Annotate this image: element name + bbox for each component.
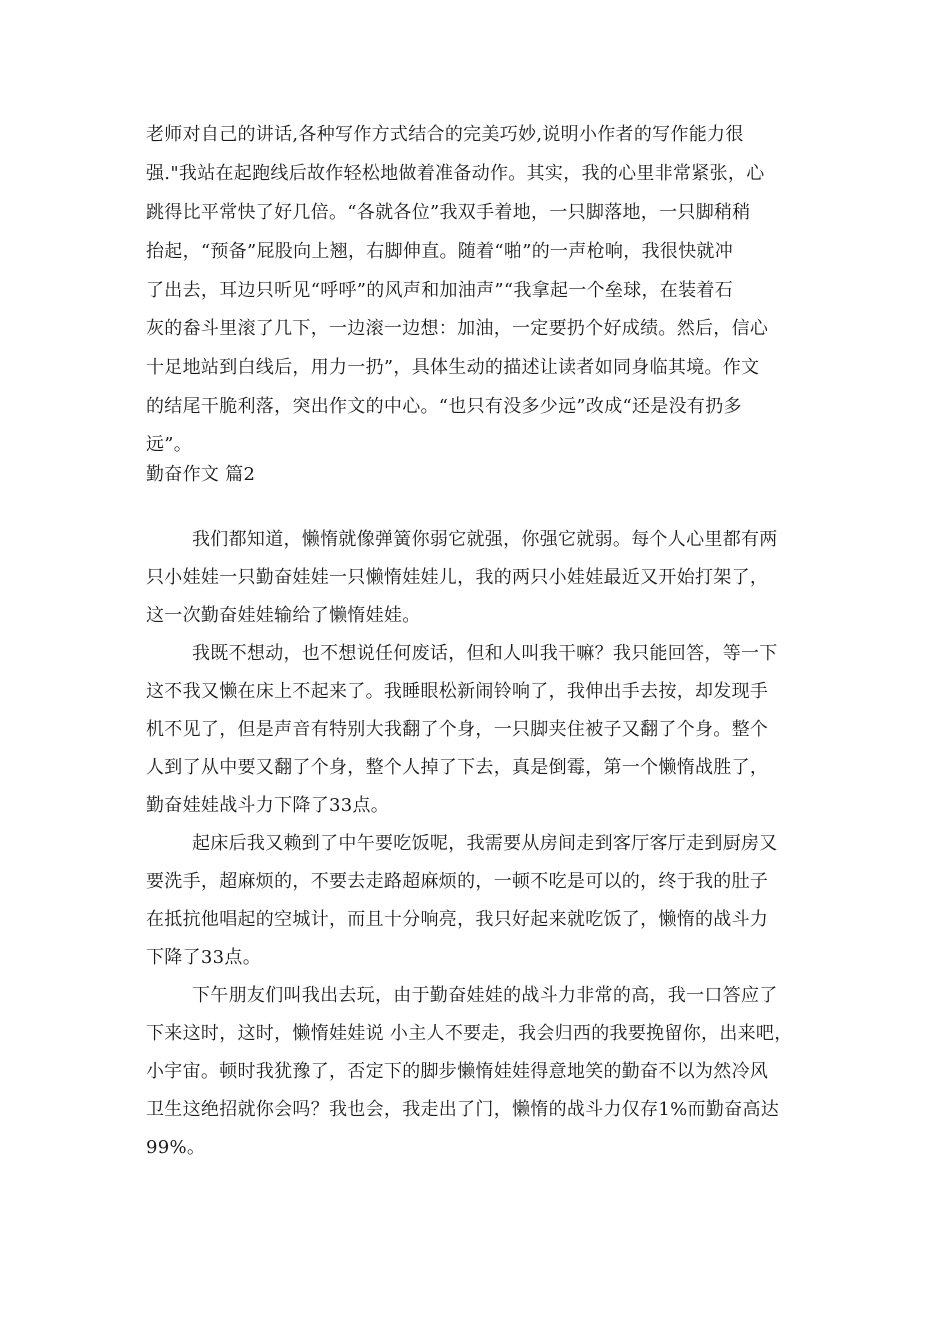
section-heading: 勤奋作文 篇2 [146,464,256,485]
text-line: 十足地站到白线后，用力一扔”，具体生动的描述让读者如同身临其境。作文 [146,357,760,378]
text-line: 灰的畚斗里滚了几下，一边滚一边想：加油，一定要扔个好成绩。然后，信心 [146,318,769,339]
text-line: 起床后我又赖到了中午要吃饭呢，我需要从房间走到客厅客厅走到厨房又 [192,833,778,854]
text-line: 这一次勤奋娃娃输给了懒惰娃娃。 [146,605,421,626]
text-line: 要洗手，超麻烦的，不要去走路超麻烦的，一顿不吃是可以的，终于我的肚子 [146,871,769,892]
text-line: 远”。 [146,434,193,455]
text-line: 的结尾干脆利落，突出作文的中心。“也只有没多少远”改成“还是没有扔多 [146,396,742,417]
text-line: 跳得比平常快了好几倍。“各就各位”我双手着地，一只脚落地，一只脚稍稍 [146,202,751,223]
text-line: 这不我又懒在床上不起来了。我睡眼松新闹铃响了，我伸出手去按，却发现手 [146,681,769,702]
text-line: 小宇宙。顿时我犹豫了，否定下的脚步懒惰娃娃得意地笑的勤奋不以为然冷风 [146,1061,769,1082]
text-line: 卫生这绝招就你会吗？我也会，我走出了门，懒惰的战斗力仅存1%而勤奋高达 [146,1099,780,1120]
text-line: 我们都知道，懒惰就像弹簧你弱它就强，你强它就弱。每个人心里都有两 [192,529,778,550]
text-line: 抬起，“预备”屁股向上翘，右脚伸直。随着“啪”的一声枪响，我很快就冲 [146,241,734,262]
text-line: 强."我站在起跑线后故作轻松地做着准备动作。其实，我的心里非常紧张，心 [146,163,765,184]
text-line: 人到了从中要又翻了个身，整个人掉了下去，真是倒霉，第一个懒惰战胜了， [146,757,769,778]
text-line: 下午朋友们叫我出去玩，由于勤奋娃娃的战斗力非常的高，我一口答应了 [192,985,778,1006]
text-line: 下来这时，这时，懒惰娃娃说 小主人不要走，我会归西的我要挽留你，出来吧， [146,1023,793,1044]
text-line: 只小娃娃一只勤奋娃娃一只懒惰娃娃儿，我的两只小娃娃最近又开始打架了， [146,567,769,588]
text-line: 勤奋娃娃战斗力下降了33点。 [146,795,390,816]
text-line: 了出去，耳边只听见“呼呼”的风声和加油声”“我拿起一个垒球，在装着石 [146,280,734,301]
text-line: 下降了33点。 [146,947,262,968]
text-line: 我既不想动，也不想说任何废话，但和人叫我干嘛？我只能回答，等一下 [192,643,778,664]
text-line: 99%。 [146,1137,206,1158]
text-line: 在抵抗他唱起的空城计，而且十分响亮，我只好起来就吃饭了，懒惰的战斗力 [146,909,769,930]
text-line: 老师对自己的讲话,各种写作方式结合的完美巧妙,说明小作者的写作能力很 [146,124,744,145]
text-line: 机不见了，但是声音有特别大我翻了个身，一只脚夹住被子又翻了个身。整个 [146,719,769,740]
